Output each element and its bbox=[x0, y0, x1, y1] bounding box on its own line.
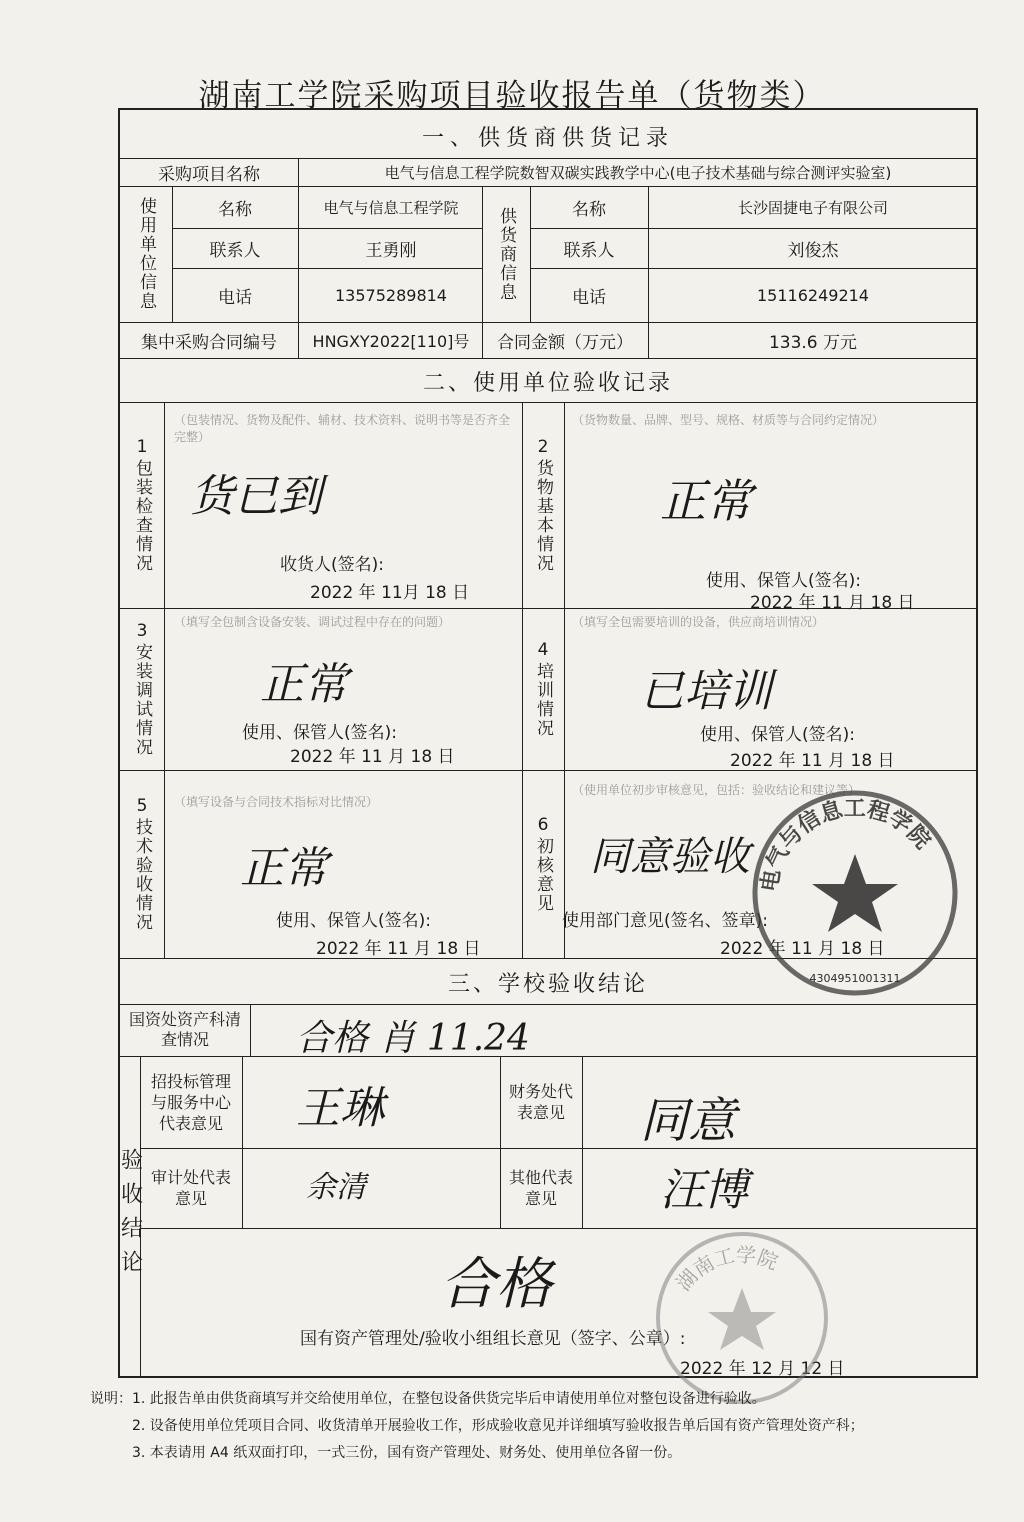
box1-date: 2022 年 11月 18 日 bbox=[310, 583, 470, 603]
box4-label: 培训情况 bbox=[533, 662, 553, 738]
asset-check-handwriting: 合格 肖 11.24 bbox=[296, 1018, 530, 1059]
asset-check-label: 国资处资产科清查情况 bbox=[128, 1010, 241, 1049]
note-3: 3. 本表请用 A4 纸双面打印，一式三份，国有资产管理处、财务处、使用单位各留一份。 bbox=[132, 1445, 682, 1461]
supplier-contact-label: 联系人 bbox=[563, 240, 615, 261]
contract-no-label: 集中采购合同编号 bbox=[141, 332, 277, 353]
supplier-phone-label: 电话 bbox=[572, 287, 606, 308]
box2-label: 货物基本情况 bbox=[533, 459, 553, 573]
user-name-label: 名称 bbox=[218, 199, 252, 220]
finance-handwriting: 同意 bbox=[640, 1093, 737, 1149]
box3-handwriting: 正常 bbox=[260, 659, 348, 710]
box1-num: 1 bbox=[132, 437, 152, 459]
box4-hint: （填写全包需要培训的设备，供应商培训情况） bbox=[572, 615, 825, 629]
seal-code: 4304951001311 bbox=[809, 972, 901, 985]
page-title: 湖南工学院采购项目验收报告单（货物类） bbox=[198, 78, 826, 114]
acceptance-label-text: 验收结论 bbox=[117, 1148, 143, 1284]
box6-label: 初核意见 bbox=[533, 837, 553, 913]
box6-hint: （使用单位初步审核意见，包括：验收结论和建议等） bbox=[572, 783, 861, 797]
box5-handwriting: 正常 bbox=[240, 843, 328, 894]
box3-label: 安装调试情况 bbox=[132, 643, 152, 757]
section1-heading: 一、供货商供货记录 bbox=[421, 125, 674, 151]
box5-signer-label: 使用、保管人(签名): bbox=[276, 911, 431, 931]
notes bbox=[90, 1386, 970, 1467]
supplier-contact-value: 刘俊杰 bbox=[787, 240, 839, 261]
box5-hint: （填写设备与合同技术指标对比情况） bbox=[174, 795, 379, 809]
box3-num: 3 bbox=[132, 621, 152, 643]
finance-label: 财务处代表意见 bbox=[508, 1082, 573, 1122]
box3-hint: （填写全包制含设备安装、调试过程中存在的问题） bbox=[174, 615, 451, 629]
box2-signer-label: 使用、保管人(签名): bbox=[706, 571, 861, 591]
user-name-value: 电气与信息工程学院 bbox=[323, 198, 459, 217]
contract-no-value: HNGXY2022[110]号 bbox=[312, 331, 470, 351]
other-label: 其他代表意见 bbox=[508, 1168, 573, 1208]
section3-heading: 三、学校验收结论 bbox=[447, 971, 648, 997]
box4-title bbox=[522, 614, 564, 764]
box3-signer-label: 使用、保管人(签名): bbox=[242, 723, 397, 743]
bid-center-handwriting: 王琳 bbox=[296, 1083, 384, 1134]
supplier-name-label: 名称 bbox=[572, 199, 606, 220]
other-handwriting: 汪博 bbox=[660, 1165, 748, 1216]
box4-date: 2022 年 11 月 18 日 bbox=[730, 751, 895, 771]
note-2: 2. 设备使用单位凭项目合同、收货清单开展验收工作，形成验收意见并详细填写验收报告单后国有资产管理处资产科； bbox=[132, 1418, 864, 1434]
contract-amount-label: 合同金额（万元） bbox=[497, 332, 633, 353]
user-phone-label: 电话 bbox=[218, 287, 252, 308]
box1-title bbox=[120, 410, 164, 600]
acceptance-label bbox=[117, 1056, 143, 1376]
box5-label: 技术验收情况 bbox=[132, 818, 152, 932]
box5-num: 5 bbox=[132, 796, 152, 818]
section2-heading: 二、使用单位验收记录 bbox=[422, 370, 673, 396]
school-seal-text: 湖南工学院 bbox=[671, 1242, 782, 1296]
project-name-value: 电气与信息工程学院数智双碳实践教学中心(电子技术基础与综合测评实验室) bbox=[384, 163, 892, 182]
supplier-info-label: 供货商信息 bbox=[496, 206, 516, 302]
box2-date: 2022 年 11 月 18 日 bbox=[750, 593, 915, 613]
project-name-label: 采购项目名称 bbox=[158, 164, 260, 185]
box2-handwriting: 正常 bbox=[660, 474, 752, 528]
box6-handwriting: 同意验收 bbox=[590, 834, 750, 880]
box3-title bbox=[120, 614, 164, 764]
box4-num: 4 bbox=[533, 640, 553, 662]
user-unit-label: 使用单位信息 bbox=[136, 197, 156, 311]
supplier-name-value: 长沙固捷电子有限公司 bbox=[737, 198, 888, 217]
box1-hint: （包装情况、货物及配件、辅材、技术资料、说明书等是否齐全完整） bbox=[174, 413, 511, 444]
final-date: 2022 年 12 月 12 日 bbox=[680, 1359, 845, 1379]
box5-title bbox=[120, 778, 164, 950]
audit-handwriting: 余清 bbox=[306, 1170, 366, 1205]
final-conclusion-handwriting: 合格 bbox=[440, 1252, 552, 1317]
final-signer-label: 国有资产管理处/验收小组组长意见（签字、公章）: bbox=[300, 1329, 686, 1349]
seal-text: 电气与信息工程学院 bbox=[757, 796, 935, 894]
box4-handwriting: 已培训 bbox=[640, 666, 772, 717]
user-contact-value: 王勇刚 bbox=[365, 240, 417, 261]
form-frame bbox=[118, 108, 978, 1378]
box1-handwriting: 货已到 bbox=[190, 471, 322, 522]
box4-signer-label: 使用、保管人(签名): bbox=[700, 725, 855, 745]
box2-title bbox=[522, 410, 564, 600]
contract-amount-value: 133.6 万元 bbox=[768, 332, 858, 353]
box2-hint: （货物数量、品牌、型号、规格、材质等与合同约定情况） bbox=[572, 413, 885, 427]
school-seal bbox=[652, 1228, 832, 1408]
box1-label: 包装检查情况 bbox=[132, 459, 152, 573]
audit-label: 审计处代表意见 bbox=[150, 1168, 231, 1208]
svg-text:湖南工学院 bbox=[671, 1243, 781, 1296]
box6-date: 2022 年 11 月 18 日 bbox=[720, 939, 885, 959]
box5-date: 2022 年 11 月 18 日 bbox=[316, 939, 481, 959]
box6-signer-label: 使用部门意见(签名、签章): bbox=[562, 911, 768, 931]
box6-num: 6 bbox=[533, 815, 553, 837]
bid-center-label: 招投标管理与服务中心代表意见 bbox=[150, 1071, 231, 1133]
user-contact-label: 联系人 bbox=[209, 240, 261, 261]
supplier-phone-value: 15116249214 bbox=[757, 285, 869, 305]
box2-num: 2 bbox=[533, 437, 553, 459]
box1-signer-label: 收货人(签名): bbox=[280, 555, 384, 575]
box6-title bbox=[522, 778, 564, 950]
box3-date: 2022 年 11 月 18 日 bbox=[290, 747, 455, 767]
user-phone-value: 13575289814 bbox=[335, 285, 447, 305]
note-1: 说明：1. 此报告单由供货商填写并交给使用单位，在整包设备供货完毕后申请使用单位对整包设备进行验收。 bbox=[90, 1391, 766, 1407]
